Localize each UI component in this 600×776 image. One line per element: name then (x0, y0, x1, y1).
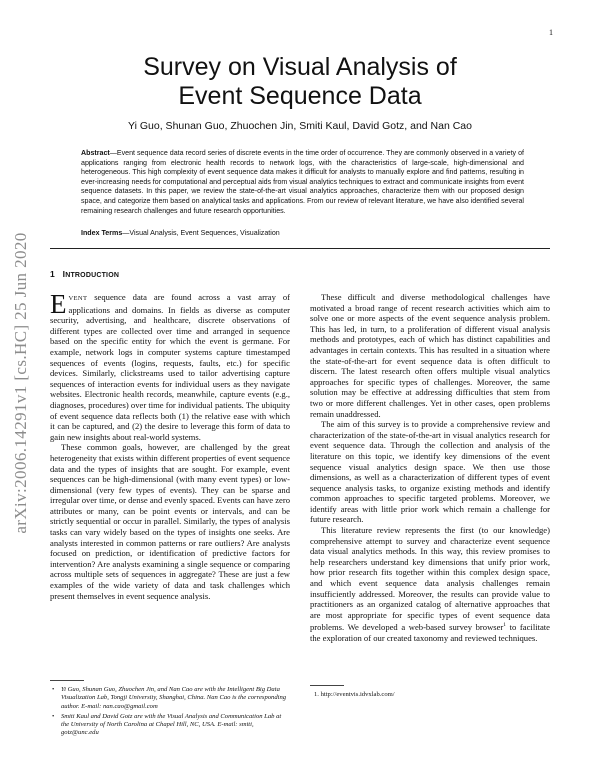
section-number: 1 (50, 269, 55, 279)
footnote-item: • Smiti Kaul and David Gotz are with the Visual Analysis and Communication Lab at the University of North Carolina at Chapel Hill, NC, USA. E-mail: smiti, gotz@unc.edu (61, 713, 290, 738)
right-column (310, 292, 550, 643)
abstract-label: Abstract (81, 149, 110, 157)
left-column (50, 289, 290, 601)
title-line-2: Event Sequence Data (178, 82, 422, 110)
paragraph: These common goals, however, are challenged by the great heterogeneity that exists within different properties of event sequence data and the types of insights that are sought. For example, event sequences can be high-dimensional (with many event types) or low-dimensional (very few types of events). They can be sparse and irregular over time, or dense and evenly spaced. Events can have zero attributes or many, can be point events or intervals, and can be strictly sequential or occur in parallel. Similarly, the types of analysis tasks can vary widely based on the types of insights one seeks. Are analysts interested in common patterns or rare outliers? Are analysts focused on prediction, or identification of predictive factors for intervention? Are analysts examining a single sequence or comparing across multiple sets of sequences in aggregate? These are just a few examples of the wide variety of data and task challenges which present themselves in event sequence analysis. (50, 442, 290, 601)
url-footnote[interactable]: 1. http://eventvis.idvxlab.com/ (314, 691, 395, 698)
footnote-divider (50, 680, 84, 681)
arxiv-identifier: arXiv:2006.14291v1 [cs.HC] 25 Jun 2020 (11, 231, 30, 534)
paragraph-text: to facilitate the exploration of our created taxonomy and reviewed techniques. (310, 622, 550, 643)
abstract (81, 149, 524, 216)
index-terms-label: Index Terms (81, 229, 123, 237)
title-line-1: Survey on Visual Analysis of (143, 53, 457, 81)
paragraph (50, 289, 290, 442)
section-title-rest: NTRODUCTION (65, 272, 120, 279)
author-list: Yi Guo, Shunan Guo, Zhuochen Jin, Smiti Kaul, David Gotz, and Nan Cao (128, 120, 472, 132)
page-number: 1 (549, 28, 553, 37)
arxiv-side-stamp (6, 190, 36, 575)
paragraph: These difficult and diverse methodological challenges have motivated a broad range of recent research activities which aim to solve one or more aspects of the event sequence analysis problem. This has led, in turn, to a proliferation of different visual analysis methods and prototypes, each of which has distinct capabilities and advantages in certain contexts. This has resulted in a situation where the state-of-the-art for event sequence data is often difficult to discern. The latest research often offers multiple visual analytics approaches for specific types of challenges. Moreover, the same solution may be effective at addressing difficulties that stem from two or more different challenges. Yet in other cases, open problems remain unaddressed. (310, 292, 550, 419)
drop-cap: E (50, 289, 67, 319)
footnote-divider (310, 685, 344, 686)
paper-title (0, 53, 600, 111)
section-title-initial: I (62, 269, 66, 279)
lead-smallcaps: VENT (68, 295, 88, 302)
footnote-marker: 1 (503, 622, 507, 629)
index-terms (81, 229, 524, 237)
paragraph-text: This literature review represents the first (to our knowledge) comprehensive attempt to survey and characterize event sequence data visual analytics methods. In this way, this review promises to help researchers understand key dimensions that unify prior work, how prior research fits together within this complex design space, and which event sequence data analysis challenges remain insufficiently addressed. Moreover, the results can provide value to practitioners as an organized catalog of alternative approaches that are most appropriate for specific types of event sequence data problems. We developed a web-based survey browser (310, 525, 550, 633)
paragraph-text: sequence data are found across a vast array of applications and domains. In fields as diverse as computer security, advertising, and healthcare, discrete observations of different types are collected over time and arranged in sequence based on the specific entity for which the event is germane. For example, network logs in computer systems capture timestamped sequences of events (logins, requests, faults, etc.) for specific devices. Similarly, clickstreams used to tailor advertising capture sequences of interaction events for individual users as they navigate websites. Electronic health records, meanwhile, capture events (e.g., diagnoses, procedures) over time for individual patients. The ubiquity of event sequence data reflects both (1) the relative ease with which it can be captured, and (2) the desire to leverage this form of data to gain new insights about real-world systems. (50, 292, 290, 442)
paragraph (310, 525, 550, 643)
footnote-item: • Yi Guo, Shunan Guo, Zhuochen Jin, and Nan Cao are with the Intelligent Big Data Visualization Lab, Tongji University, Shanghai, China. Nan Cao is the corresponding author. E-mail: nan.cao@gmail.com (61, 686, 290, 711)
header-divider (50, 248, 550, 249)
affiliation-footnotes (50, 686, 290, 740)
abstract-text: —Event sequence data record series of discrete events in the time order of occurrence. They are commonly observed in a variety of applications ranging from electronic health records to network logs, with the characteristics of large-scale, high-dimensional and heterogeneous. This high complexity of event sequence data makes it difficult for analysts to manually explore and find patterns, resulting in ever-increasing needs for computational and perceptual aids from visual analytics techniques to extract and communicate insights from event sequence datasets. In this paper, we review the state-of-the-art visual analytics approaches, characterize them with our proposed design space, and categorize them based on analytical tasks and applications. From our review of relevant literature, we have also identified several remaining research challenges and future research opportunities. (81, 149, 524, 215)
index-terms-text: —Visual Analysis, Event Sequences, Visualization (122, 229, 280, 237)
section-heading (50, 269, 119, 279)
paragraph: The aim of this survey is to provide a comprehensive review and characterization of the state-of-the-art in visual analytics research for event sequence data. Through the collection and analysis of the literature on this topic, we identify key dimensions of the event sequence visual analytics design space. We then use those dimensions, as well as a characterization of different types of event sequence analysis tasks, to organize existing methods and identify common approaches to specific targeted problems. Moreover, we identify areas with little prior work which remain a challenge for future research. (310, 419, 550, 525)
